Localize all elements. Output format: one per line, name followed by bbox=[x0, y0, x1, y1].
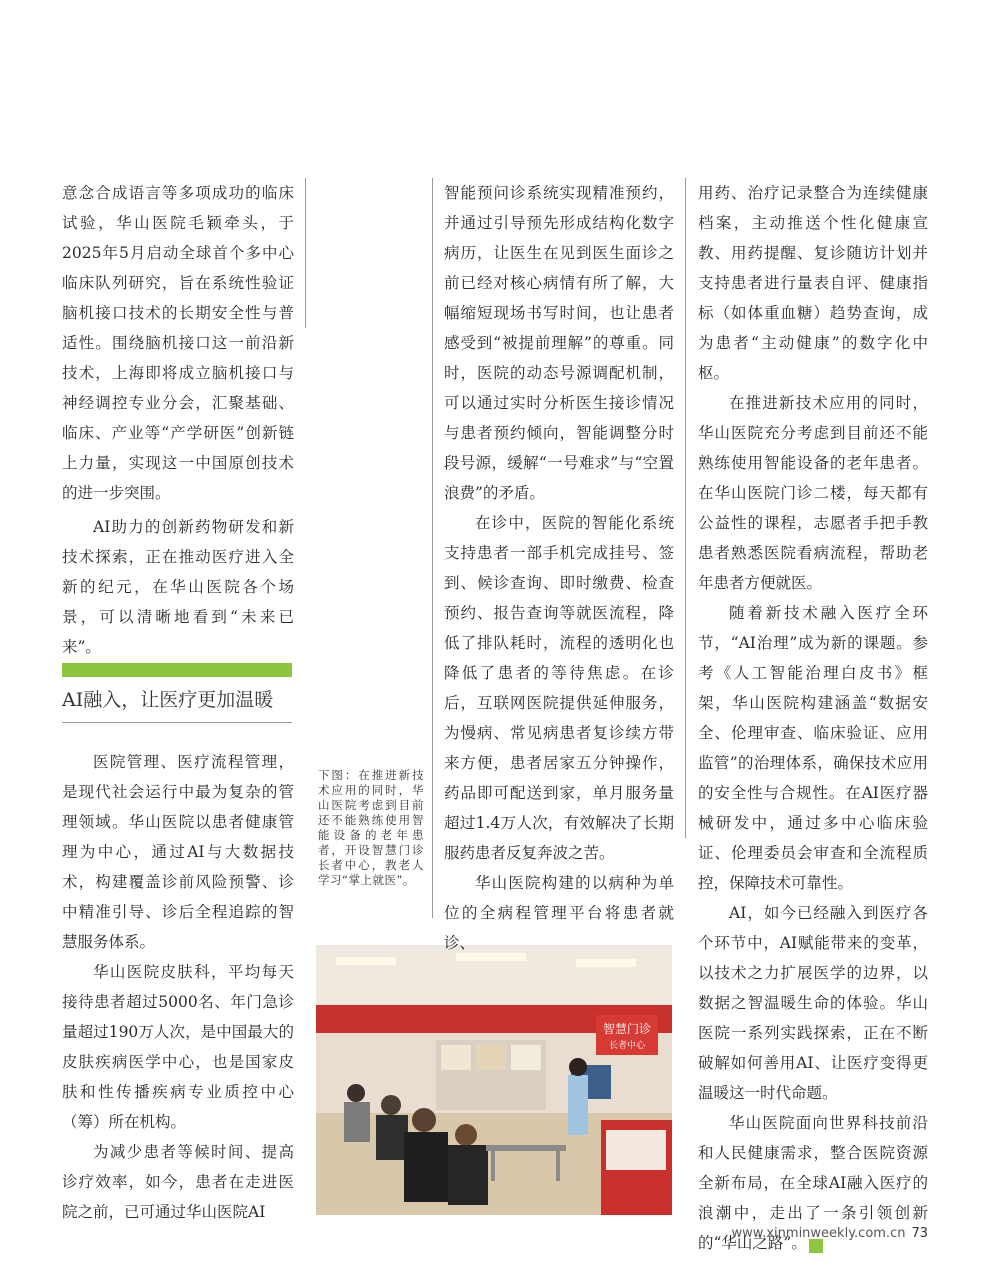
paragraph: 在推进新技术应用的同时，华山医院充分考虑到目前还不能熟练使用智能设备的老年患者。在华山医院门诊二楼，每天都有公益性的课程，志愿者手把手教患者熟悉医院看病流程，帮助老年患者方便就医。 bbox=[698, 394, 928, 592]
photo-caption: 下图：在推进新技术应用的同时，华山医院考虑到目前还不能熟练使用智能设备的老年患者，开设智慧门诊长者中心，教老人学习“掌上就医”。 bbox=[318, 768, 424, 887]
paragraph: 华山医院构建的以病种为单位的全病程管理平台将患者就诊、 bbox=[444, 874, 674, 952]
column-4 bbox=[698, 178, 928, 1258]
column-divider bbox=[305, 178, 306, 328]
column-3 bbox=[444, 178, 674, 958]
column-1-continued bbox=[62, 747, 294, 1227]
paragraph: AI，如今已经融入到医疗各个环节中，AI赋能带来的变革，以技术之力扩展医学的边界，以数据之智温暖生命的体验。华山医院一系列实践探索，正在不断破解如何善用AI、让医疗变得更温暖这一时代命题。 bbox=[698, 904, 928, 1102]
paragraph: 智能预问诊系统实现精准预约，并通过引导预先形成结构化数字病历，让医生在见到医生面诊之前已经对核心病情有所了解，大幅缩短现场书写时间，也让患者感受到“被提前理解”的尊重。同时，医院的动态号源调配机制，可以通过实时分析医生接诊情况与患者预约倾向，智能调整分时段号源，缓解“一号难求”与“空置浪费”的矛盾。 bbox=[444, 184, 674, 502]
page-number: 73 bbox=[911, 1226, 928, 1241]
section-divider bbox=[62, 722, 292, 723]
page-footer bbox=[732, 1226, 928, 1241]
section-title: AI融入，让医疗更加温暖 bbox=[62, 689, 274, 711]
section-accent-bar bbox=[62, 663, 292, 677]
end-mark-icon: 民 bbox=[809, 1239, 823, 1253]
paragraph-text: 华山医院面向世界科技前沿和人民健康需求，整合医院资源全新布局，在全球AI融入医疗的浪潮中，走出了一条引领创新的“华山之路”。 bbox=[698, 1114, 928, 1252]
column-divider bbox=[685, 178, 686, 838]
footer-url: www.xinminweekly.com.cn bbox=[731, 1226, 906, 1241]
column-1 bbox=[62, 178, 294, 662]
photo-elderly-smart-clinic bbox=[316, 945, 672, 1215]
column-divider bbox=[432, 178, 433, 918]
sign-subtext: 长者中心 bbox=[608, 1041, 646, 1051]
paragraph: 意念合成语言等多项成功的临床试验，华山医院毛颖牵头，于2025年5月启动全球首个多中心临床队列研究，旨在系统性验证脑机接口技术的长期安全性与普适性。围绕脑机接口这一前沿新技术，上海即将成立脑机接口与神经调控专业分会，汇聚基础、临床、产业等“产学研医”创新链上力量，实现这一中国原创技术的进一步突围。 bbox=[62, 184, 294, 502]
sign-text: 智慧门诊 bbox=[602, 1022, 652, 1036]
paragraph: 华山医院皮肤科，平均每天接待患者超过5000名、年门急诊量超过190万人次，是中国最大的皮肤疾病医学中心，也是国家皮肤和性传播疾病专业质控中心（筹）所在机构。 bbox=[62, 963, 294, 1131]
paragraph: 用药、治疗记录整合为连续健康档案，主动推送个性化健康宣教、用药提醒、复诊随访计划并支持患者进行量表自评、健康指标（如体重血糖）趋势查询，成为患者“主动健康”的数字化中枢。 bbox=[698, 184, 928, 382]
paragraph: 为减少患者等候时间、提高诊疗效率，如今，患者在走进医院之前，已可通过华山医院AI bbox=[62, 1143, 294, 1221]
paragraph: 医院管理、医疗流程管理，是现代社会运行中最为复杂的管理领域。华山医院以患者健康管理为中心，通过AI与大数据技术，构建覆盖诊前风险预警、诊中精准引导、诊后全程追踪的智慧服务体系。 bbox=[62, 753, 294, 951]
paragraph: AI助力的创新药物研发和新技术探索，正在推动医疗进入全新的纪元，在华山医院各个场景，可以清晰地看到“未来已来”。 bbox=[62, 518, 294, 656]
paragraph: 在诊中，医院的智能化系统支持患者一部手机完成挂号、签到、候诊查询、即时缴费、检查预约、报告查询等就医流程，降低了排队耗时，流程的透明化也降低了患者的等待焦虑。在诊后，互联网医院提供延伸服务，为慢病、常见病患者复诊续方带来方便，患者居家五分钟操作，药品即可配送到家，单月服务量超过1.4万人次，有效解决了长期服药患者反复奔波之苦。 bbox=[444, 514, 674, 862]
paragraph: 随着新技术融入医疗全环节，“AI治理”成为新的课题。参考《人工智能治理白皮书》框架，华山医院构建涵盖“数据安全、伦理审查、临床验证、应用监管”的治理体系，确保技术应用的安全性与合规性。在AI医疗器械研发中，通过多中心临床验证、伦理委员会审查和全流程质控，保障技术可靠性。 bbox=[698, 604, 928, 892]
